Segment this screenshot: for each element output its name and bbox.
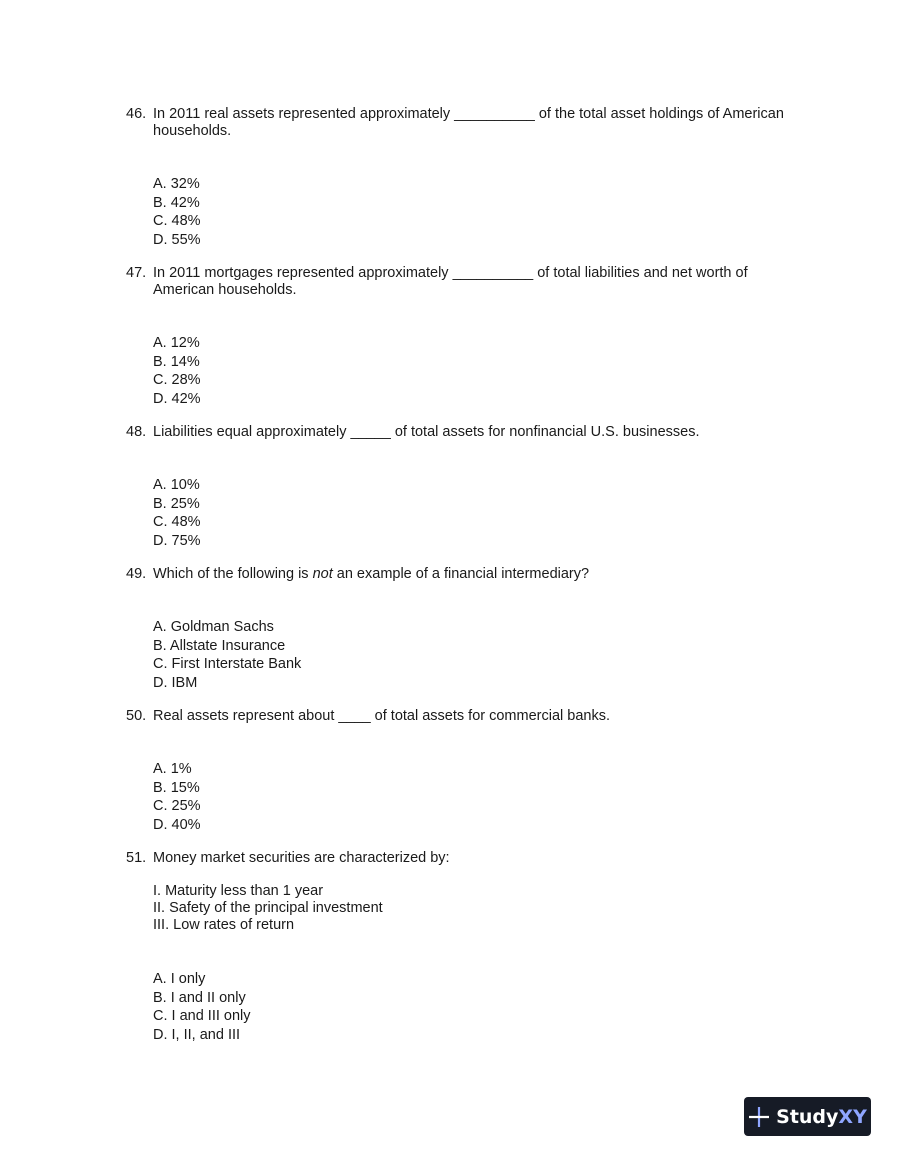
option-b: B. 14% xyxy=(153,353,200,370)
option-c: C. 48% xyxy=(153,213,201,230)
answer-options xyxy=(153,175,786,250)
option-b: B. 15% xyxy=(153,779,200,796)
question-number: 47. xyxy=(126,265,147,281)
question-49 xyxy=(126,566,786,693)
question-text: In 2011 mortgages represented approximately __________ of total liabilities and net worth of American households. xyxy=(153,265,748,298)
question-51 xyxy=(126,850,786,1045)
option-d: D. 55% xyxy=(153,232,201,249)
answer-options xyxy=(153,476,786,551)
option-b: B. Allstate Insurance xyxy=(153,637,286,654)
option-d: D. 40% xyxy=(153,817,201,834)
option-a: A. I only xyxy=(153,971,206,987)
studyxy-logo xyxy=(744,1097,871,1136)
option-c: C. I and III only xyxy=(153,1008,251,1025)
statement-ii: II. Safety of the principal investment xyxy=(153,900,383,916)
statement-iii: III. Low rates of return xyxy=(153,917,295,933)
question-46 xyxy=(126,106,786,250)
question-text: In 2011 real assets represented approximately __________ of the total asset holdings of American households. xyxy=(153,106,784,139)
question-text: Real assets represent about ____ of total assets for commercial banks. xyxy=(153,708,610,724)
question-number: 48. xyxy=(126,424,147,440)
logo-text-study: Study xyxy=(776,1105,839,1128)
option-a: A. 1% xyxy=(153,761,192,777)
statement-list xyxy=(153,883,786,934)
answer-options xyxy=(153,970,786,1045)
option-d: D. IBM xyxy=(153,675,198,692)
option-a: A. 32% xyxy=(153,176,200,192)
option-b: B. 42% xyxy=(153,194,200,211)
question-number: 46. xyxy=(126,106,147,122)
question-text-start: Which of the following is xyxy=(153,566,313,582)
question-text: Money market securities are characterized by: xyxy=(153,850,450,866)
question-text xyxy=(153,566,786,583)
plus-icon xyxy=(748,1106,770,1128)
answer-options xyxy=(153,760,786,835)
option-a: A. 12% xyxy=(153,335,200,351)
question-text-end: an example of a financial intermediary? xyxy=(332,566,590,582)
question-47 xyxy=(126,265,786,409)
option-a: A. Goldman Sachs xyxy=(153,619,274,635)
statement-i: I. Maturity less than 1 year xyxy=(153,883,324,899)
question-number: 49. xyxy=(126,566,147,582)
option-d: D. 42% xyxy=(153,391,201,408)
question-text-emphasis: not xyxy=(312,566,333,582)
option-d: D. I, II, and III xyxy=(153,1027,241,1044)
option-b: B. 25% xyxy=(153,495,200,512)
option-c: C. 25% xyxy=(153,798,201,815)
question-48 xyxy=(126,424,786,551)
logo-text-xy: XY xyxy=(838,1105,867,1128)
question-50 xyxy=(126,708,786,835)
question-number: 50. xyxy=(126,708,147,724)
option-d: D. 75% xyxy=(153,533,201,550)
question-text: Liabilities equal approximately _____ of total assets for nonfinancial U.S. businesses. xyxy=(153,424,700,440)
option-c: C. 28% xyxy=(153,372,201,389)
option-a: A. 10% xyxy=(153,477,200,493)
option-c: C. 48% xyxy=(153,514,201,531)
answer-options xyxy=(153,618,786,693)
option-c: C. First Interstate Bank xyxy=(153,656,302,673)
answer-options xyxy=(153,334,786,409)
option-b: B. I and II only xyxy=(153,989,246,1006)
question-number: 51. xyxy=(126,850,147,866)
